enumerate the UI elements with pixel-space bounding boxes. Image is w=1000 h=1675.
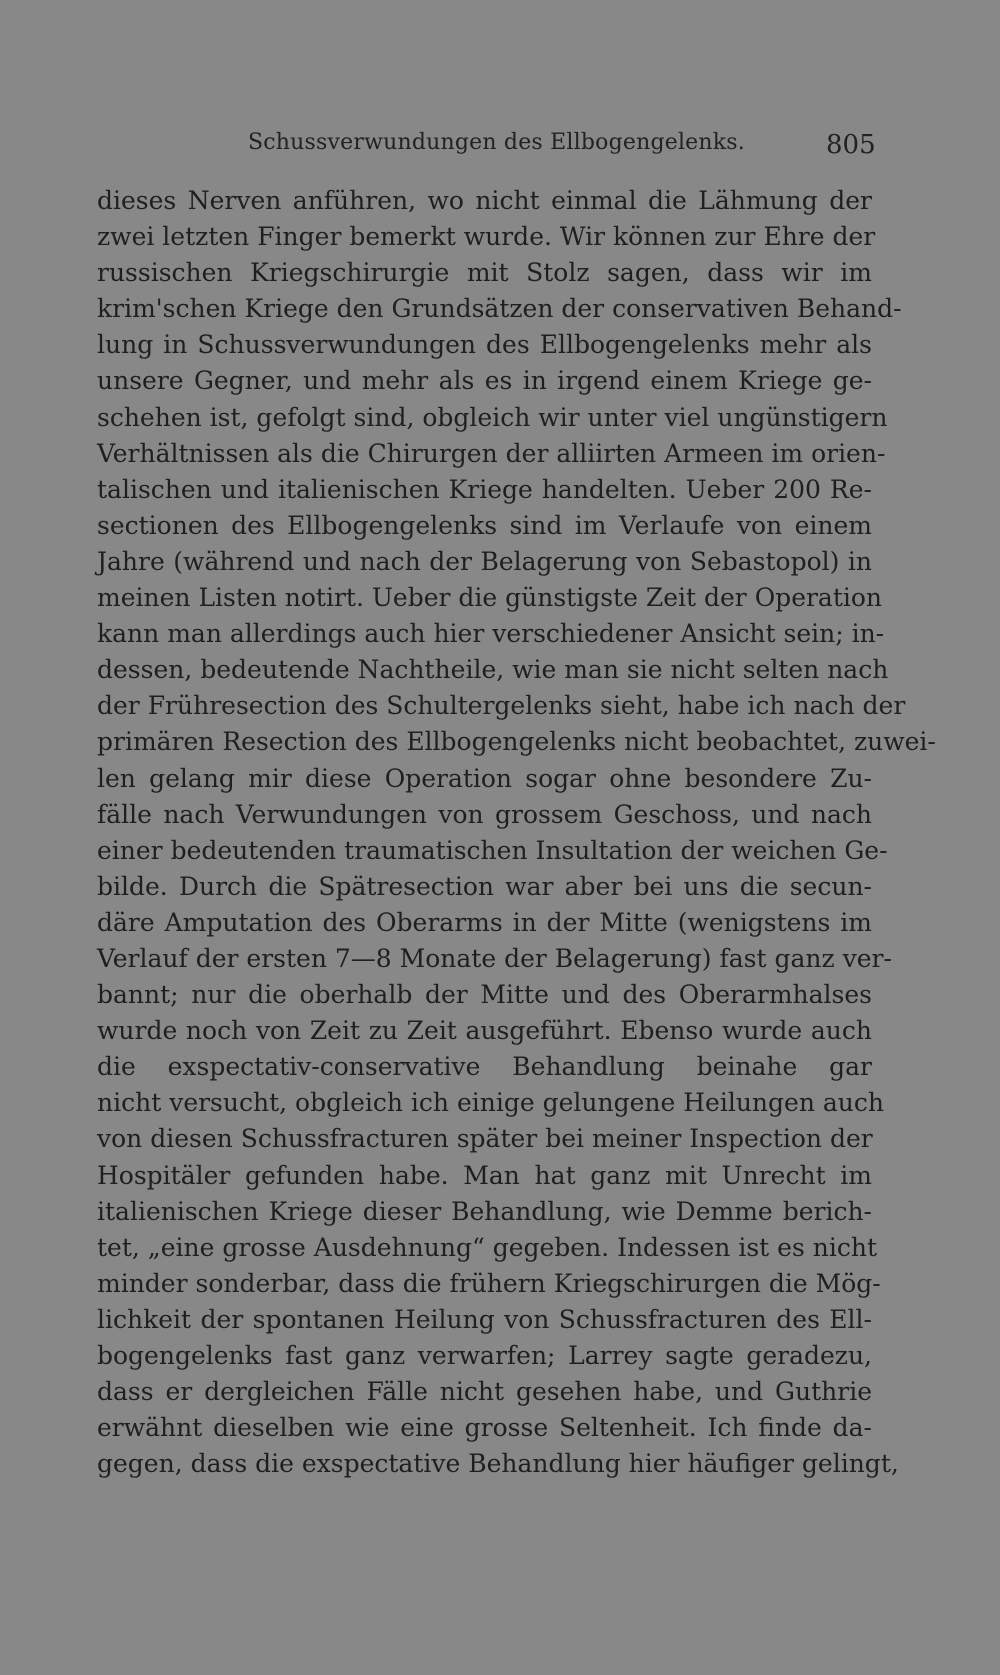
text-line: von diesen Schussfracturen später bei meiner Inspection der xyxy=(97,1124,873,1154)
text-line: zwei letzten Finger bemerkt wurde. Wir können zur Ehre der xyxy=(97,222,876,252)
text-line: unsere Gegner, und mehr als es in irgend einem Kriege ge- xyxy=(97,366,872,396)
text-line: einer bedeutenden traumatischen Insultation der weichen Ge- xyxy=(97,835,888,865)
text-line: tet, „eine grosse Ausdehnung“ gegeben. Indessen ist es nicht xyxy=(97,1232,877,1262)
text-line: erwähnt dieselben wie eine grosse Seltenheit. Ich finde da- xyxy=(97,1413,872,1443)
text-line: schehen ist, gefolgt sind, obgleich wir unter viel ungünstigern xyxy=(97,402,888,432)
text-line: fälle nach Verwundungen von grossem Geschoss, und nach xyxy=(97,799,872,829)
body-text xyxy=(97,183,936,1482)
text-line: lung in Schussverwundungen des Ellbogengelenks mehr als xyxy=(97,330,872,360)
text-line: dieses Nerven anführen, wo nicht einmal die Lähmung der xyxy=(97,186,872,215)
text-line: bannt; nur die oberhalb der Mitte und des Oberarmhalses xyxy=(97,980,872,1010)
text-line: lichkeit der spontanen Heilung von Schussfracturen des Ell- xyxy=(97,1304,872,1334)
text-line: Hospitäler gefunden habe. Man hat ganz mit Unrecht im xyxy=(97,1160,872,1190)
text-line: minder sonderbar, dass die frühern Kriegschirurgen die Mög- xyxy=(97,1268,881,1298)
text-line: italienischen Kriege dieser Behandlung, wie Demme berich- xyxy=(97,1196,872,1226)
text-line: meinen Listen notirt. Ueber die günstigste Zeit der Operation xyxy=(97,583,883,613)
text-line: die exspectativ-conservative Behandlung beinahe gar xyxy=(97,1052,872,1082)
text-line: bilde. Durch die Spätresection war aber bei uns die secun- xyxy=(97,871,872,901)
text-line: däre Amputation des Oberarms in der Mitte (wenigstens im xyxy=(97,907,872,937)
running-title: Schussverwundungen des Ellbogengelenks. xyxy=(248,130,745,155)
text-line: primären Resection des Ellbogengelenks nicht beobachtet, zuwei- xyxy=(97,727,936,757)
text-line: dessen, bedeutende Nachtheile, wie man sie nicht selten nach xyxy=(97,655,889,685)
text-line: russischen Kriegschirurgie mit Stolz sagen, dass wir im xyxy=(97,258,872,288)
text-line: Jahre (während und nach der Belagerung von Sebastopol) in xyxy=(97,546,872,576)
text-line: wurde noch von Zeit zu Zeit ausgeführt. Ebenso wurde auch xyxy=(97,1016,872,1046)
text-line: Verhältnissen als die Chirurgen der alliirten Armeen im orien- xyxy=(97,438,886,468)
text-line: kann man allerdings auch hier verschiedener Ansicht sein; in- xyxy=(97,619,885,649)
text-line: nicht versucht, obgleich ich einige gelungene Heilungen auch xyxy=(97,1088,884,1118)
text-line: Verlauf der ersten 7—8 Monate der Belagerung) fast ganz ver- xyxy=(97,943,892,973)
text-line: bogengelenks fast ganz verwarfen; Larrey sagte geradezu, xyxy=(97,1341,872,1370)
page-number: 805 xyxy=(826,130,876,160)
text-line: der Frühresection des Schultergelenks sieht, habe ich nach der xyxy=(97,691,906,721)
text-line: krim'schen Kriege den Grundsätzen der conservativen Behand- xyxy=(97,294,902,324)
text-line: gegen, dass die exspectative Behandlung hier häufiger gelingt, xyxy=(97,1449,899,1479)
text-line: sectionen des Ellbogengelenks sind im Verlaufe von einem xyxy=(97,510,872,540)
text-line: talischen und italienischen Kriege handelten. Ueber 200 Re- xyxy=(97,474,872,504)
text-line: len gelang mir diese Operation sogar ohne besondere Zu- xyxy=(97,763,872,793)
text-line: dass er dergleichen Fälle nicht gesehen habe, und Guthrie xyxy=(97,1377,872,1407)
